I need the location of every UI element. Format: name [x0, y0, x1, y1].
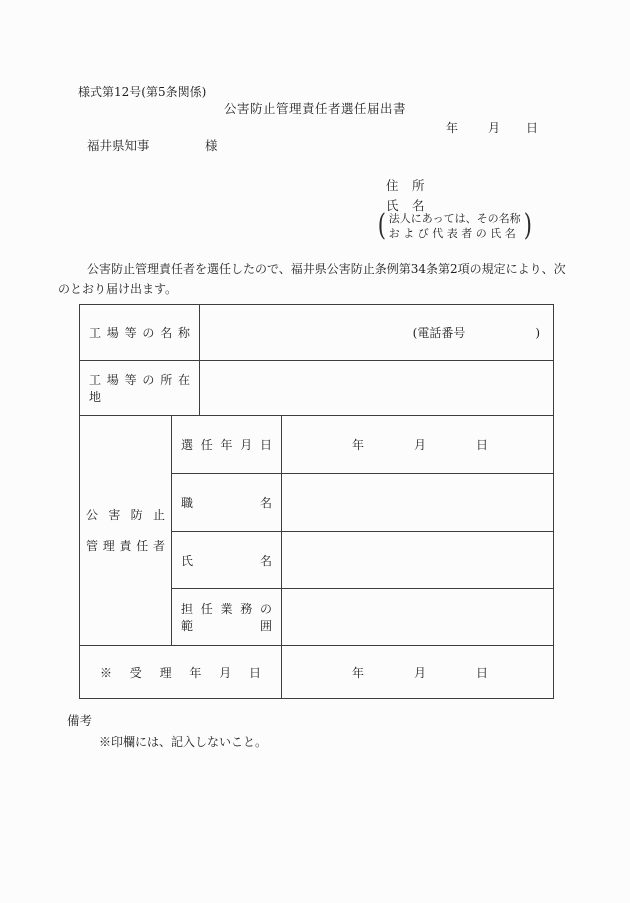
form-number: 様式第12号(第5条関係): [78, 85, 207, 99]
job-title-label-cell: 職 名: [172, 474, 282, 532]
acceptance-day-label: 日: [476, 665, 489, 680]
factory-name-value-cell: [200, 305, 554, 361]
appointment-month-label: 月: [414, 438, 427, 452]
job-title-value-cell: [282, 474, 554, 532]
corporation-note: [376, 210, 533, 242]
factory-name-label-cell: 工 場 等 の 名 称: [80, 305, 200, 361]
manager-label-line1: 公 害 防 止: [86, 507, 165, 522]
appointment-date-value-cell: [282, 416, 554, 474]
header-date-month-label: 月: [488, 121, 501, 135]
appointment-date-label-cell: 選 任 年 月 日: [172, 416, 282, 474]
appointment-year-label: 年: [352, 438, 365, 452]
remarks-heading: 備考: [67, 713, 93, 728]
sender-address-label: 住 所: [386, 178, 426, 193]
factory-address-value-cell: [200, 361, 554, 416]
addressee-honorific: 様: [205, 138, 218, 153]
manager-label-line2: 管 理 責 任 者: [86, 538, 165, 553]
acceptance-year-label: 年: [352, 665, 365, 680]
notification-table: [79, 304, 554, 699]
appointment-day-label: 日: [476, 438, 489, 452]
declaration-line1: 公害防止管理責任者を選任したので、福井県公害防止条例第34条第2項の規定により、次: [87, 262, 566, 276]
person-name-value-cell: [282, 532, 554, 589]
remarks-note: ※印欄には、記入しないこと。: [99, 735, 268, 749]
corporation-note-line2: お よ び 代 表 者 の 氏 名: [388, 227, 516, 240]
phone-number-close-paren: ): [535, 325, 541, 340]
declaration-line2: のとおり届け出ます。: [58, 282, 178, 296]
sender-name-label: 氏 名: [386, 198, 426, 213]
duties-scope-label-cell: 担 任 業 務 の 範 囲: [172, 589, 282, 646]
open-paren-glyph: (: [377, 208, 386, 243]
pollution-manager-group-label-cell: [80, 416, 172, 646]
header-date-year-label: 年: [446, 121, 459, 135]
duties-scope-value-cell: [282, 589, 554, 646]
factory-address-label-cell: 工 場 等 の 所 在 地: [80, 361, 200, 416]
acceptance-month-label: 月: [414, 665, 427, 680]
close-paren-glyph: ): [523, 208, 532, 243]
declaration-text: [58, 259, 566, 299]
acceptance-date-value-cell: [282, 646, 554, 699]
phone-number-label: (電話番号: [412, 326, 466, 340]
acceptance-date-label-cell: ※ 受 理 年 月 日: [80, 646, 282, 699]
page-title: 公害防止管理責任者選任届出書: [223, 101, 406, 116]
header-date-day-label: 日: [526, 121, 539, 135]
corporation-note-line1: 法人にあっては、その名称: [388, 212, 521, 225]
person-name-label-cell: 氏 名: [172, 532, 282, 589]
addressee-name: 福井県知事: [87, 138, 150, 153]
